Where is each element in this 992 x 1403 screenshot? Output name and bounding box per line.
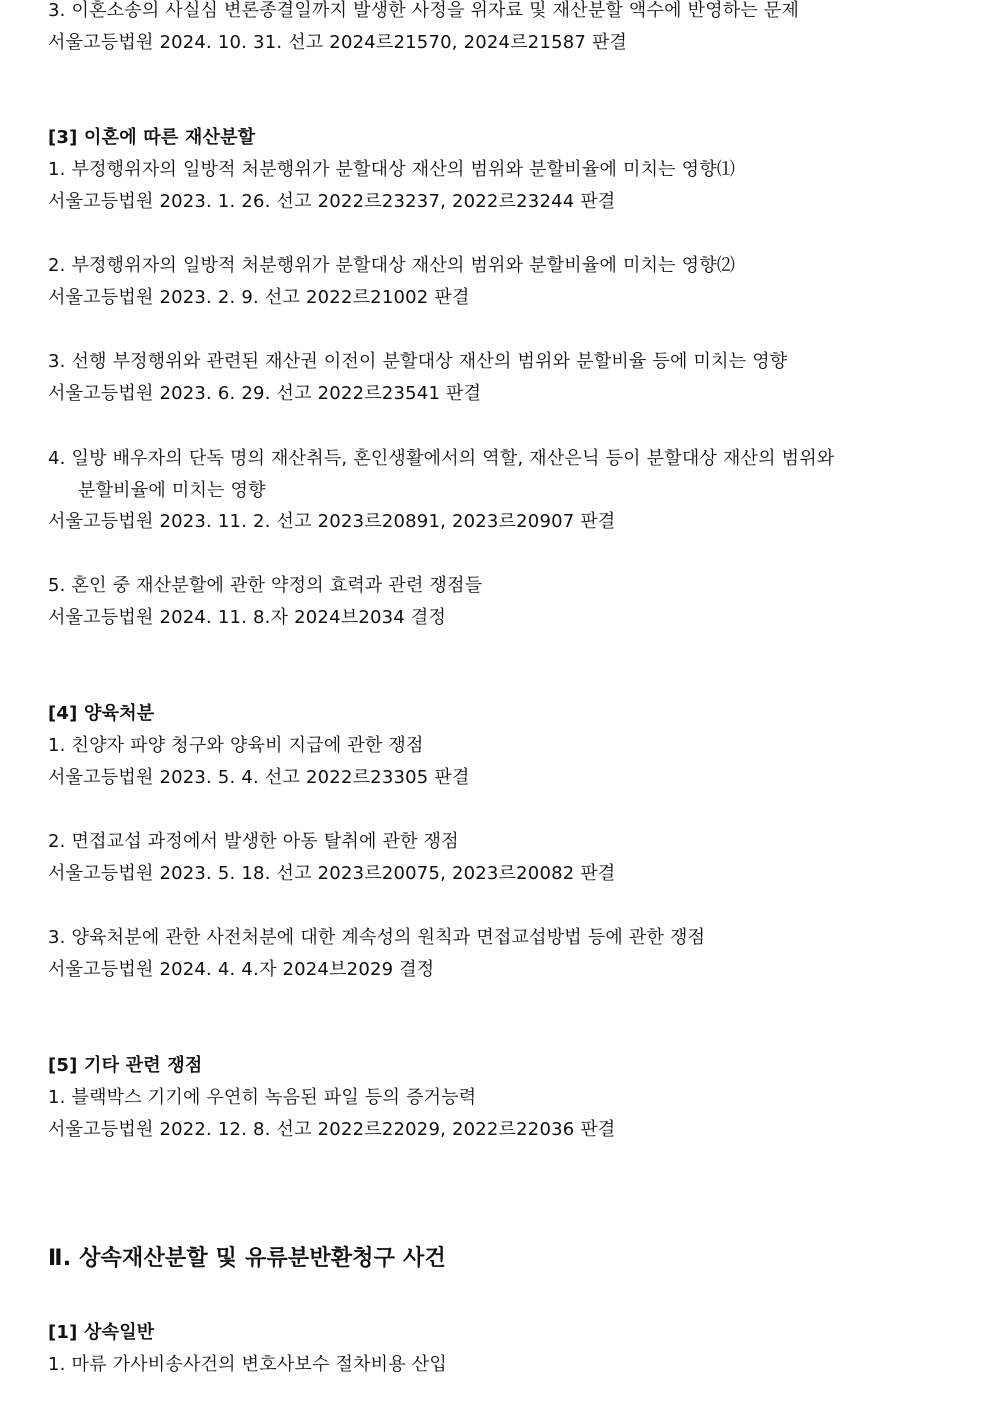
item-text: 1. 블랙박스 기기에 우연히 녹음된 파일 등의 증거능력: [48, 1087, 477, 1108]
part-heading: Ⅱ. 상속재산분할 및 유류분반환청구 사건: [48, 1246, 446, 1271]
item-text: 2. 부정행위자의 일방적 처분행위가 분할대상 재산의 범위와 분할비율에 미치는 영향⑵: [48, 255, 736, 276]
case-citation: 서울고등법원 2023. 1. 26. 선고 2022르23237, 2022르23244 판결: [48, 191, 616, 212]
item-text: 3. 양육처분에 관한 사전처분에 대한 계속성의 원칙과 면접교섭방법 등에 관한 쟁점: [48, 927, 706, 948]
case-citation: 서울고등법원 2024. 10. 31. 선고 2024르21570, 2024르21587 판결: [48, 32, 628, 53]
section-heading: [4] 양육처분: [48, 703, 155, 724]
item-text: 3. 이혼소송의 사실심 변론종결일까지 발생한 사정을 위자료 및 재산분할 액수에 반영하는 문제: [48, 0, 800, 21]
item-text: 4. 일방 배우자의 단독 명의 재산취득, 혼인생활에서의 역할, 재산은닉 등이 분할대상 재산의 범위와: [48, 448, 835, 469]
case-citation: 서울고등법원 2024. 11. 8.자 2024브2034 결정: [48, 607, 447, 628]
item-text: 1. 마류 가사비송사건의 변호사보수 절차비용 산입: [48, 1354, 447, 1375]
item-text: 1. 부정행위자의 일방적 처분행위가 분할대상 재산의 범위와 분할비율에 미치는 영향⑴: [48, 159, 736, 180]
section-heading: [3] 이혼에 따른 재산분할: [48, 127, 256, 148]
section-heading: [5] 기타 관련 쟁점: [48, 1055, 203, 1076]
item-text-continued: 분할비율에 미치는 영향: [78, 480, 266, 501]
case-citation: 서울고등법원 2022. 12. 8. 선고 2022르22029, 2022르22036 판결: [48, 1119, 616, 1140]
section-heading: [1] 상속일반: [48, 1322, 155, 1343]
item-text: 2. 면접교섭 과정에서 발생한 아동 탈취에 관한 쟁점: [48, 831, 459, 852]
item-text: 1. 친양자 파양 청구와 양육비 지급에 관한 쟁점: [48, 735, 424, 756]
case-citation: 서울고등법원 2023. 2. 9. 선고 2022르21002 판결: [48, 287, 470, 308]
item-text: 3. 선행 부정행위와 관련된 재산권 이전이 분할대상 재산의 범위와 분할비율 등에 미치는 영향: [48, 351, 788, 372]
case-citation: 서울고등법원 2023. 6. 29. 선고 2022르23541 판결: [48, 383, 482, 404]
case-citation: 서울고등법원 2024. 4. 4.자 2024브2029 결정: [48, 959, 435, 980]
item-text: 5. 혼인 중 재산분할에 관한 약정의 효력과 관련 쟁점들: [48, 575, 483, 596]
case-citation: 서울고등법원 2023. 5. 4. 선고 2022르23305 판결: [48, 767, 470, 788]
case-citation: 서울고등법원 2023. 11. 2. 선고 2023르20891, 2023르20907 판결: [48, 511, 616, 532]
case-citation: 서울고등법원 2023. 5. 18. 선고 2023르20075, 2023르20082 판결: [48, 863, 616, 884]
